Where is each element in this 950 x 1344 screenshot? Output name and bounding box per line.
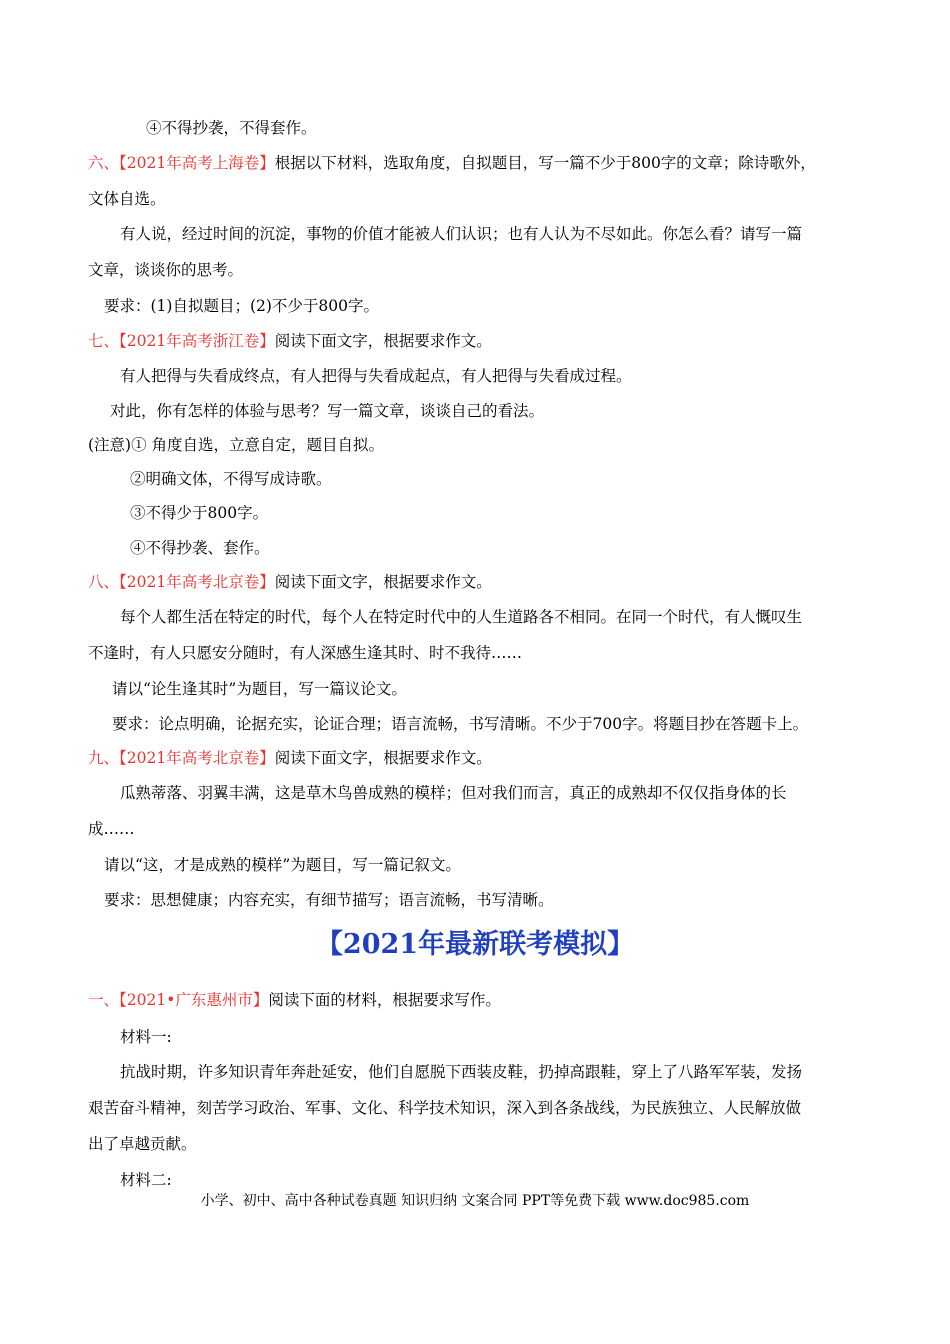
text-line: 材料一: [120, 1028, 172, 1046]
text-line: 对此，你有怎样的体验与思考？写一篇文章，谈谈自己的看法。 [110, 402, 545, 420]
text-line: 文体自选。 [88, 190, 166, 208]
text-line: 要求：(1)自拟题目；(2)不少于800字。 [104, 297, 379, 315]
question-text: 阅读下面的材料，根据要求写作。 [268, 991, 501, 1009]
question-9-line [88, 748, 492, 768]
question-source: 【2021年高考上海卷】 [119, 154, 275, 172]
question-text: 阅读下面文字，根据要求作文。 [274, 332, 492, 350]
question-text: 阅读下面文字，根据要求作文。 [274, 573, 492, 591]
question-number: 九、 [88, 749, 120, 767]
page-footer: 小学、初中、高中各种试卷真题 知识归纳 文案合同 PPT等免费下载 www.doc985.com [200, 1193, 750, 1209]
text-line: 文章，谈谈你的思考。 [88, 261, 244, 279]
text-line: 不逢时，有人只愿安分随时，有人深感生逢其时、时不我待…… [88, 644, 523, 662]
question-number: 一、 [88, 991, 120, 1009]
text-line: 请以“论生逢其时”为题目，写一篇议论文。 [112, 680, 407, 698]
question-text: 阅读下面文字，根据要求作文。 [274, 749, 492, 767]
text-line: 每个人都生活在特定的时代，每个人在特定时代中的人生道路各不相同。在同一个时代，有人慨叹生 [120, 608, 803, 626]
text-line: 抗战时期，许多知识青年奔赴延安，他们自愿脱下西装皮鞋，扔掉高跟鞋，穿上了八路军军装，发扬 [120, 1063, 803, 1081]
text-line: ③不得少于800字。 [130, 504, 269, 522]
text-line: 有人把得与失看成终点，有人把得与失看成起点，有人把得与失看成过程。 [120, 367, 632, 385]
question-source: 【2021年高考北京卷】 [119, 749, 275, 767]
text-line: ④不得抄袭，不得套作。 [146, 119, 317, 137]
text-line: 有人说，经过时间的沉淀，事物的价值才能被人们认识；也有人认为不尽如此。你怎么看？请写一篇 [120, 225, 803, 243]
question-6-line [88, 153, 816, 173]
section-heading: 【2021年最新联考模拟】 [315, 929, 635, 960]
question-source: 【2021•广东惠州市】 [119, 991, 269, 1009]
text-line: (注意)① 角度自选，立意自定，题目自拟。 [88, 436, 385, 454]
question-8-line [88, 572, 492, 592]
text-line: 出了卓越贡献。 [88, 1135, 197, 1153]
question-number: 七、 [88, 332, 120, 350]
question-text: 根据以下材料，选取角度，自拟题目，写一篇不少于800字的文章；除诗歌外， [274, 154, 816, 172]
question-7-line [88, 331, 492, 351]
mock-question-1-line [88, 990, 501, 1010]
text-line: 请以“这，才是成熟的模样”为题目，写一篇记叙文。 [104, 856, 461, 874]
text-line: 材料二: [120, 1171, 172, 1189]
text-line: 要求：思想健康；内容充实，有细节描写；语言流畅，书写清晰。 [104, 891, 554, 909]
text-line: 要求：论点明确，论据充实，论证合理；语言流畅，书写清晰。不少于700字。将题目抄在答题卡上。 [112, 715, 809, 733]
text-line: ②明确文体，不得写成诗歌。 [130, 470, 332, 488]
question-source: 【2021年高考浙江卷】 [119, 332, 275, 350]
text-line: ④不得抄袭、套作。 [130, 539, 270, 557]
question-source: 【2021年高考北京卷】 [119, 573, 275, 591]
text-line: 瓜熟蒂落、羽翼丰满，这是草木鸟兽成熟的模样；但对我们而言，真正的成熟却不仅仅指身体的长 [120, 784, 787, 802]
question-number: 六、 [88, 154, 120, 172]
question-number: 八、 [88, 573, 120, 591]
text-line: 艰苦奋斗精神，刻苦学习政治、军事、文化、科学技术知识，深入到各条战线，为民族独立、人民解放做 [88, 1099, 802, 1117]
text-line: 成…… [88, 820, 135, 838]
